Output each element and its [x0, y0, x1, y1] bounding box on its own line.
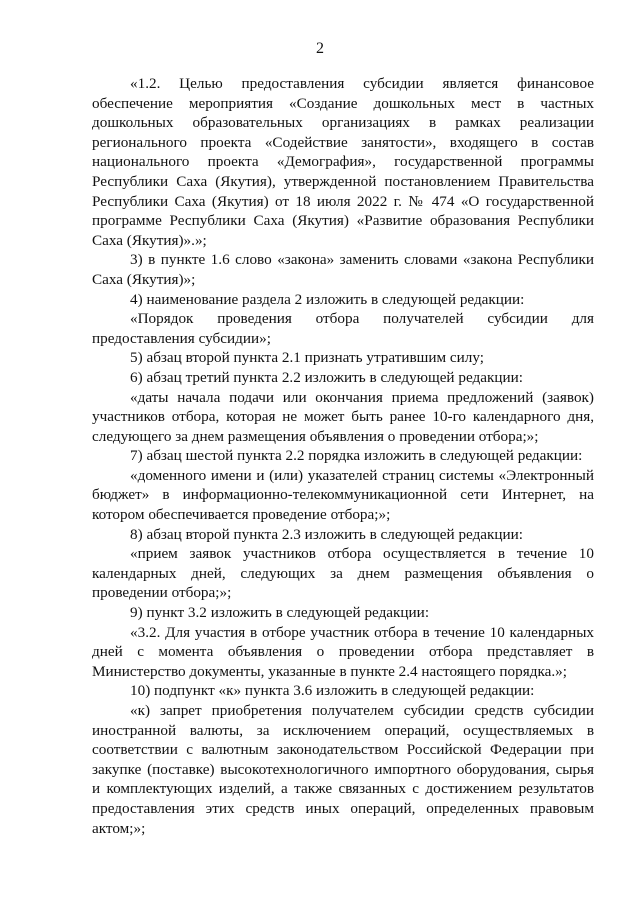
paragraph-item-6: 6) абзац третий пункта 2.2 изложить в следующей редакции: [130, 368, 523, 386]
paragraph-quote-2-3-second: «прием заявок участников отбора осуществляется в течение 10 календарных дней, следующих за днем размещения объявления о проведении отбора;»; [92, 545, 594, 602]
paragraph-quote-2-2-third: «даты начала подачи или окончания приема предложений (заявок) участников отбора, которая не может быть ранее 10-го календарного дня, следующего за днем размещения объявления о проведении отбора;»; [92, 388, 594, 445]
paragraph-item-8: 8) абзац второй пункта 2.3 изложить в следующей редакции: [130, 525, 524, 543]
document-body [92, 74, 594, 838]
paragraph-item-7: 7) абзац шестой пункта 2.2 порядка изложить в следующей редакции: [130, 447, 583, 465]
paragraph-quote-2-2-sixth: «доменного имени и (или) указателей страниц системы «Электронный бюджет» в информационно-телекоммуникационной сети Интернет, на котором обеспечивается проведение отбора;»; [92, 466, 594, 524]
paragraph-quote-3-2: «3.2. Для участия в отборе участник отбора в течение 10 календарных дней с момента объявления о проведении отбора представляет в Министерство документы, указанные в пункте 2.4 настоящего порядка.»; [92, 623, 594, 680]
paragraph-item-9: 9) пункт 3.2 изложить в следующей редакции: [130, 604, 430, 622]
paragraph-item-5: 5) абзац второй пункта 2.1 признать утратившим силу; [130, 349, 484, 367]
paragraph-quote-3-6-k: «к) запрет приобретения получателем субсидии средств субсидии иностранной валюты, за исключением операций, осуществляемых в соответствии с валютным законодательством Российской Федерации при закупке (поставке) высокотехнологичного импортного оборудования, сырья и комплектующих изделий, а также связанных с достижением результатов предоставления этих средств иных операций, определенных правовым актом;»; [92, 702, 594, 837]
paragraph-item-10: 10) подпункт «к» пункта 3.6 изложить в следующей редакции: [130, 682, 535, 700]
paragraph-item-3: 3) в пункте 1.6 слово «закона» заменить словами «закона Республики Саха (Якутия)»; [92, 251, 594, 288]
paragraph-quote-section-2-title: «Порядок проведения отбора получателей субсидии для предоставления субсидии»; [92, 310, 594, 347]
paragraph-item-4: 4) наименование раздела 2 изложить в следующей редакции: [130, 290, 525, 308]
paragraph-1-2-purpose: «1.2. Целью предоставления субсидии является финансовое обеспечение мероприятия «Создание дошкольных мест в частных дошкольных образовательных организациях в рамках реализации регионального проекта «Содействие занятости», входящего в состав национального проекта «Демография», государственной программы Республики Саха (Якутия), утвержденной постановлением Правительства Республики Саха (Якутия) от 18 июля 2022 г. № 474 «О государственной программе Республики Саха (Якутия) «Развитие образования Республики Саха (Якутия)».»; [92, 75, 594, 249]
page-number: 2 [316, 40, 324, 57]
